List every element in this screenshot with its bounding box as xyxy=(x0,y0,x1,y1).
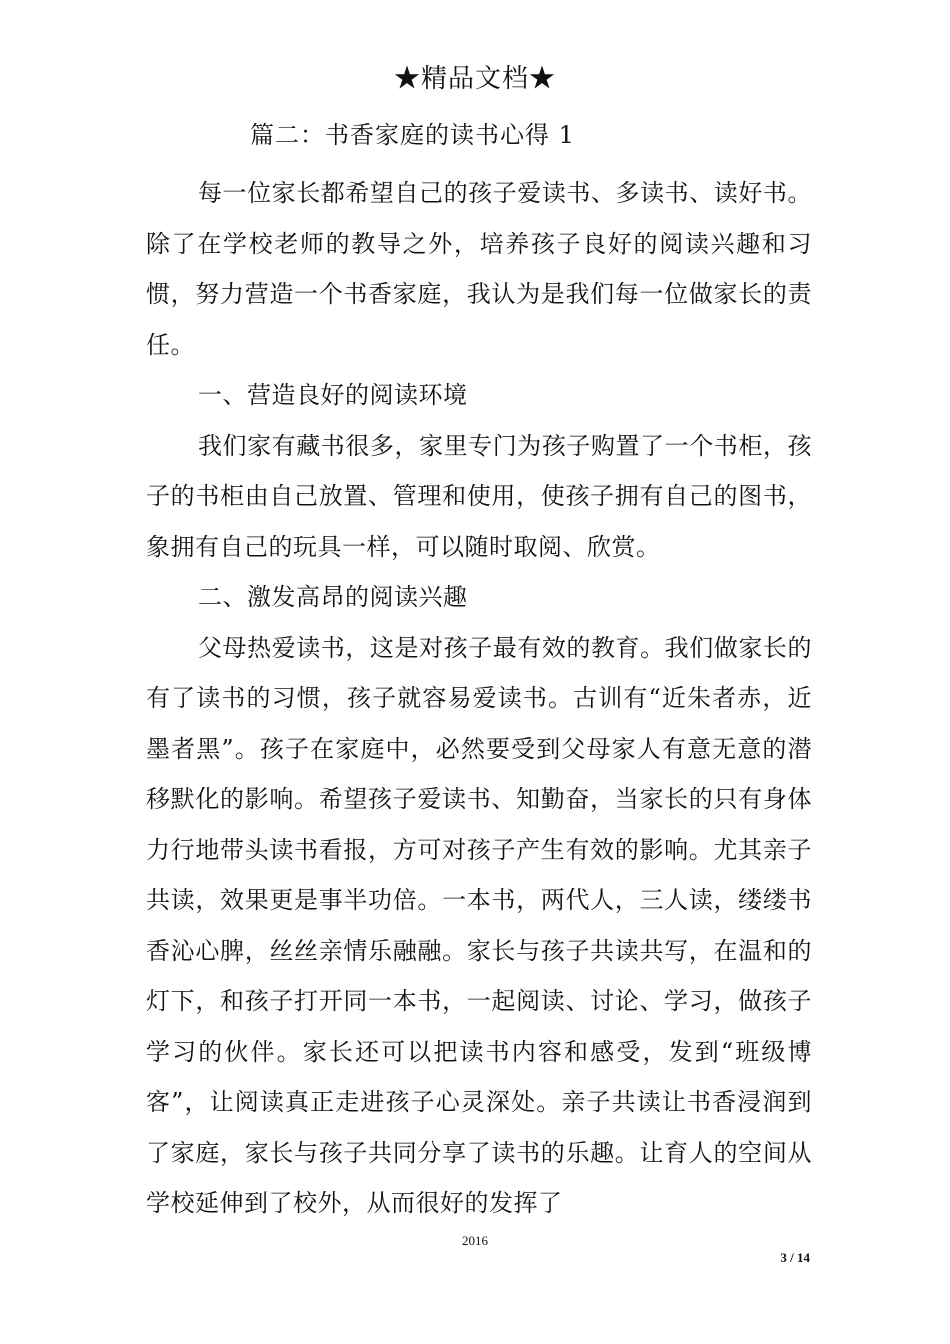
section-heading-environment: 一、营造良好的阅读环境 xyxy=(198,381,468,409)
paragraph-bookshelf: 我们家有藏书很多，家里专门为孩子购置了一个书柜，孩子的书柜由自己放置、管理和使用，使孩子拥有自己的图书，象拥有自己的玩具一样，可以随时取阅、欣赏。 xyxy=(146,431,812,561)
article-body xyxy=(146,118,812,1229)
article-title: 篇二：书香家庭的读书心得 1 xyxy=(250,121,575,149)
paragraph-intro: 每一位家长都希望自己的孩子爱读书、多读书、读好书。除了在学校老师的教导之外，培养孩子良好的阅读兴趣和习惯，努力营造一个书香家庭，我认为是我们每一位做家长的责任。 xyxy=(146,179,812,359)
page-number: 3 / 14 xyxy=(780,1250,810,1265)
footer-year: 2016 xyxy=(462,1233,488,1248)
section-heading-interest: 二、激发高昂的阅读兴趣 xyxy=(198,583,468,611)
paragraph-parent-reading: 父母热爱读书，这是对孩子最有效的教育。我们做家长的有了读书的习惯，孩子就容易爱读书。古训有“近朱者赤，近墨者黑”。孩子在家庭中，必然要受到父母家人有意无意的潜移默化的影响。希望孩子爱读书、知勤奋，当家长的只有身体力行地带头读书看报，方可对孩子产生有效的影响。尤其亲子共读，效果更是事半功倍。一本书，两代人，三人读，缕缕书香沁心脾，丝丝亲情乐融融。家长与孩子共读共写，在温和的灯下，和孩子打开同一本书，一起阅读、讨论、学习，做孩子学习的伙伴。家长还可以把读书内容和感受，发到“班级博客”，让阅读真正走进孩子心灵深处。亲子共读让书香浸润到了家庭，家长与孩子共同分享了读书的乐趣。让育人的空间从学校延伸到了校外，从而很好的发挥了 xyxy=(146,633,812,1217)
document-header-title: ★精品文档★ xyxy=(393,64,556,94)
